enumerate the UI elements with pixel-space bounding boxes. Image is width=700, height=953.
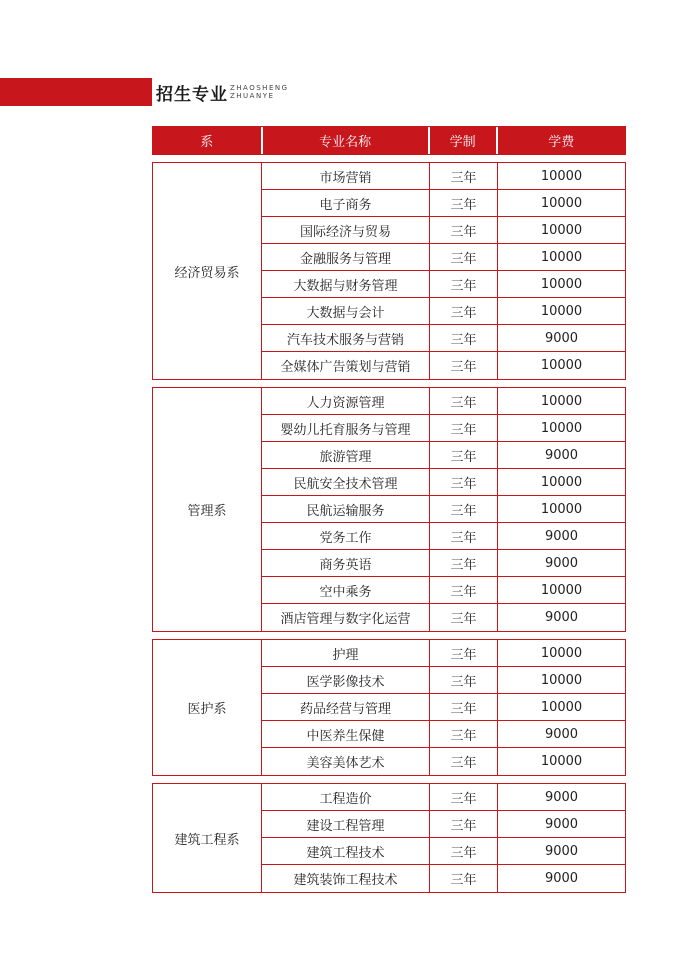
table-row xyxy=(262,604,625,631)
section-subtitle-pinyin xyxy=(230,84,289,100)
study-years: 三年 xyxy=(430,388,498,414)
table-row xyxy=(262,415,625,442)
tuition-fee: 9000 xyxy=(544,555,579,571)
study-years: 三年 xyxy=(430,694,498,720)
table-row xyxy=(262,271,625,298)
major-name: 大数据与会计 xyxy=(262,298,430,324)
table-row xyxy=(262,190,625,217)
table-row xyxy=(262,838,625,865)
major-name: 建设工程管理 xyxy=(262,811,430,837)
table-row xyxy=(262,352,625,379)
table-row xyxy=(262,217,625,244)
study-years: 三年 xyxy=(430,442,498,468)
major-name: 国际经济与贸易 xyxy=(262,217,430,243)
tuition-fee: 9000 xyxy=(544,843,579,859)
major-name: 医学影像技术 xyxy=(262,667,430,693)
tuition-fee: 10000 xyxy=(540,222,583,238)
table-row xyxy=(262,244,625,271)
department-group xyxy=(152,783,626,893)
study-years: 三年 xyxy=(430,550,498,576)
major-rows xyxy=(262,163,625,379)
tuition-fee: 10000 xyxy=(540,754,583,769)
table-row xyxy=(262,811,625,838)
table-row xyxy=(262,325,625,352)
department-group xyxy=(152,387,626,632)
study-years: 三年 xyxy=(430,838,498,864)
table-row xyxy=(262,865,625,892)
major-name: 建筑工程技术 xyxy=(262,838,430,864)
major-name: 建筑装饰工程技术 xyxy=(262,865,430,892)
table-body xyxy=(152,162,626,893)
major-name: 婴幼儿托育服务与管理 xyxy=(262,415,430,441)
table-row xyxy=(262,721,625,748)
tuition-fee: 10000 xyxy=(540,358,583,373)
study-years: 三年 xyxy=(430,469,498,495)
table-row xyxy=(262,496,625,523)
tuition-fee: 9000 xyxy=(544,610,579,625)
table-row xyxy=(262,469,625,496)
study-years: 三年 xyxy=(430,640,498,666)
study-years: 三年 xyxy=(430,721,498,747)
pinyin-line-1: ZHAOSHENG xyxy=(230,84,289,92)
study-years: 三年 xyxy=(430,577,498,603)
major-name: 全媒体广告策划与营销 xyxy=(262,352,430,379)
department-group xyxy=(152,639,626,776)
header-major: 专业名称 xyxy=(263,127,430,154)
tuition-fee: 10000 xyxy=(540,474,583,490)
table-row xyxy=(262,523,625,550)
major-name: 金融服务与管理 xyxy=(262,244,430,270)
department-name: 管理系 xyxy=(153,388,262,631)
study-years: 三年 xyxy=(430,298,498,324)
tuition-fee: 9000 xyxy=(544,330,579,346)
table-row xyxy=(262,748,625,775)
tuition-fee: 9000 xyxy=(544,726,579,742)
header-years: 学制 xyxy=(430,127,498,154)
study-years: 三年 xyxy=(430,325,498,351)
section-title: 招生专业 xyxy=(156,85,228,105)
major-name: 中医养生保健 xyxy=(262,721,430,747)
tuition-fee: 9000 xyxy=(544,816,579,832)
major-name: 电子商务 xyxy=(262,190,430,216)
department-name: 经济贸易系 xyxy=(153,163,262,379)
major-name: 商务英语 xyxy=(262,550,430,576)
study-years: 三年 xyxy=(430,415,498,441)
tuition-fee: 10000 xyxy=(540,582,583,598)
tuition-fee: 10000 xyxy=(540,645,583,661)
major-name: 药品经营与管理 xyxy=(262,694,430,720)
major-name: 汽车技术服务与营销 xyxy=(262,325,430,351)
tuition-fee: 10000 xyxy=(540,672,583,688)
tuition-fee: 10000 xyxy=(540,276,583,292)
department-name: 医护系 xyxy=(153,640,262,775)
major-name: 旅游管理 xyxy=(262,442,430,468)
table-row xyxy=(262,442,625,469)
study-years: 三年 xyxy=(430,811,498,837)
tuition-fee: 10000 xyxy=(540,249,583,265)
major-name: 市场营销 xyxy=(262,163,430,189)
table-row xyxy=(262,667,625,694)
tuition-fee: 10000 xyxy=(540,501,583,517)
table-row xyxy=(262,298,625,325)
major-name: 民航运输服务 xyxy=(262,496,430,522)
header-accent-bar xyxy=(0,78,152,106)
study-years: 三年 xyxy=(430,865,498,892)
table-row xyxy=(262,577,625,604)
major-rows xyxy=(262,388,625,631)
department-group xyxy=(152,162,626,380)
tuition-fee: 10000 xyxy=(540,195,583,211)
major-name: 工程造价 xyxy=(262,784,430,810)
major-name: 大数据与财务管理 xyxy=(262,271,430,297)
tuition-fee: 9000 xyxy=(544,528,579,544)
major-name: 民航安全技术管理 xyxy=(262,469,430,495)
table-row xyxy=(262,640,625,667)
study-years: 三年 xyxy=(430,667,498,693)
table-header xyxy=(152,126,626,155)
table-row xyxy=(262,163,625,190)
department-name: 建筑工程系 xyxy=(153,784,262,892)
major-name: 酒店管理与数字化运营 xyxy=(262,604,430,631)
header-fee: 学费 xyxy=(548,135,575,150)
tuition-fee: 10000 xyxy=(540,303,583,319)
major-name: 党务工作 xyxy=(262,523,430,549)
study-years: 三年 xyxy=(430,523,498,549)
majors-table xyxy=(152,126,626,893)
table-row xyxy=(262,388,625,415)
table-row xyxy=(262,550,625,577)
study-years: 三年 xyxy=(430,748,498,775)
pinyin-line-2: ZHUANYE xyxy=(230,92,275,100)
study-years: 三年 xyxy=(430,244,498,270)
study-years: 三年 xyxy=(430,784,498,810)
major-name: 美容美体艺术 xyxy=(262,748,430,775)
table-row xyxy=(262,694,625,721)
study-years: 三年 xyxy=(430,496,498,522)
major-name: 人力资源管理 xyxy=(262,388,430,414)
tuition-fee: 10000 xyxy=(540,393,583,409)
tuition-fee: 10000 xyxy=(540,699,583,715)
tuition-fee: 10000 xyxy=(540,168,583,184)
study-years: 三年 xyxy=(430,217,498,243)
tuition-fee: 9000 xyxy=(544,789,579,805)
study-years: 三年 xyxy=(430,604,498,631)
study-years: 三年 xyxy=(430,271,498,297)
study-years: 三年 xyxy=(430,163,498,189)
major-rows xyxy=(262,784,625,892)
major-name: 护理 xyxy=(262,640,430,666)
tuition-fee: 9000 xyxy=(544,447,579,463)
table-row xyxy=(262,784,625,811)
header-dept: 系 xyxy=(153,127,263,154)
major-rows xyxy=(262,640,625,775)
section-header xyxy=(0,78,700,106)
tuition-fee: 10000 xyxy=(540,420,583,436)
study-years: 三年 xyxy=(430,190,498,216)
major-name: 空中乘务 xyxy=(262,577,430,603)
study-years: 三年 xyxy=(430,352,498,379)
tuition-fee: 9000 xyxy=(544,871,579,886)
